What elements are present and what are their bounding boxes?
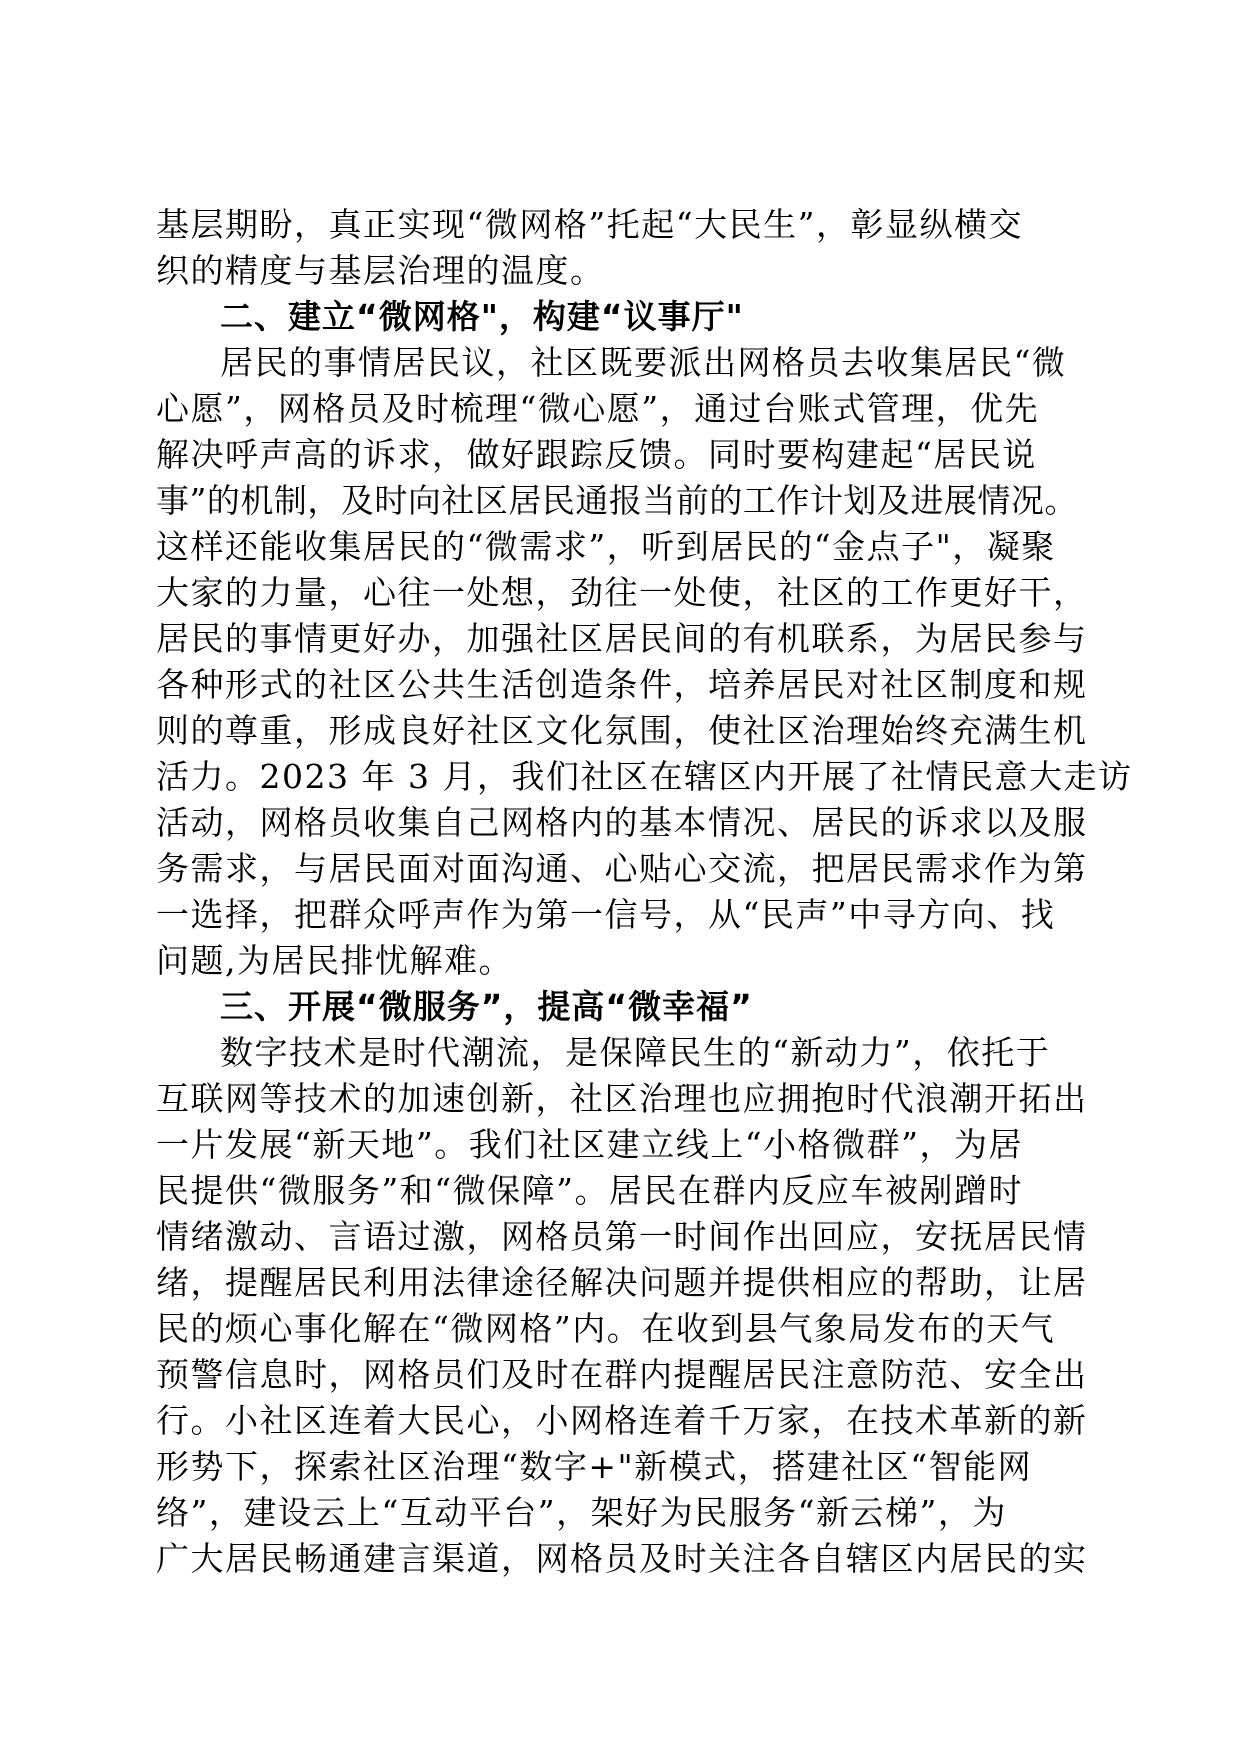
text-line: 事”的机制，及时向社区居民通报当前的工作计划及进展情况。 [156,481,1078,520]
text-line: 一选择，把群众呼声作为第一信号，从“民声”中寻方向、找 [156,895,1056,934]
text-line: 各种形式的社区公共生活创造条件，培养居民对社区制度和规 [156,665,1088,704]
text-line: 心愿”，网格员及时梳理“微心愿”，通过台账式管理，优先 [156,389,1040,428]
text-line: 情绪激动、言语过激，网格员第一时间作出回应，安抚居民情 [156,1217,1088,1256]
text-line: 务需求，与居民面对面沟通、心贴心交流，把居民需求作为第 [156,849,1088,888]
text-line: 活动，网格员收集自己网格内的基本情况、居民的诉求以及服 [156,803,1088,842]
text-line: 数字技术是时代潮流，是保障民生的“新动力”，依托于 [220,1033,1051,1072]
text-line: 居民的事情更好办，加强社区居民间的有机联系，为居民参与 [156,619,1088,658]
text-line: 绪，提醒居民利用法律途径解决问题并提供相应的帮助，让居 [156,1263,1088,1302]
section-heading: 二、建立“微网格"，构建“议事厅" [220,297,744,336]
text-line: 问题,为居民排忧解难。 [156,941,513,980]
text-line: 基层期盼，真正实现“微网格”托起“大民生”，彰显纵横交 [156,205,1023,244]
text-line: 一片发展“新天地”。我们社区建立线上“小格微群”，为居 [156,1125,1023,1164]
text-line: 居民的事情居民议，社区既要派出网格员去收集居民“微 [220,343,1067,382]
text-line: 则的尊重，形成良好社区文化氛围，使社区治理始终充满生机 [156,711,1088,750]
text-line: 广大居民畅通建言渠道，网格员及时关注各自辖区内居民的实 [156,1539,1088,1578]
text-line: 络”，建设云上“互动平台”，架好为民服务“新云梯”，为 [156,1493,1007,1532]
text-line: 民提供“微服务”和“微保障”。居民在群内反应车被剐蹭时 [156,1171,1023,1210]
section-heading: 三、开展“微服务”，提高“微幸福” [220,987,753,1026]
text-line: 解决呼声高的诉求，做好跟踪反馈。同时要构建起“居民说 [156,435,1037,474]
text-line: 形势下，探索社区治理“数字+"新模式，搭建社区“智能网 [156,1447,1033,1486]
text-line: 大家的力量，心往一处想，劲往一处使，社区的工作更好干， [156,573,1088,612]
text-line: 预警信息时，网格员们及时在群内提醒居民注意防范、安全出 [156,1355,1088,1394]
text-line: 行。小社区连着大民心，小网格连着千万家，在技术革新的新 [156,1401,1088,1440]
text-line: 这样还能收集居民的“微需求”，听到居民的“金点子"，凝聚 [156,527,1056,566]
text-line: 织的精度与基层治理的温度。 [156,251,605,290]
text-line: 互联网等技术的加速创新，社区治理也应拥抱时代浪潮开拓出 [156,1079,1088,1118]
text-line: 民的烦心事化解在“微网格”内。在收到县气象局发布的天气 [156,1309,1056,1348]
text-line: 活力。2023 年 3 月，我们社区在辖区内开展了社情民意大走访 [156,757,1133,796]
